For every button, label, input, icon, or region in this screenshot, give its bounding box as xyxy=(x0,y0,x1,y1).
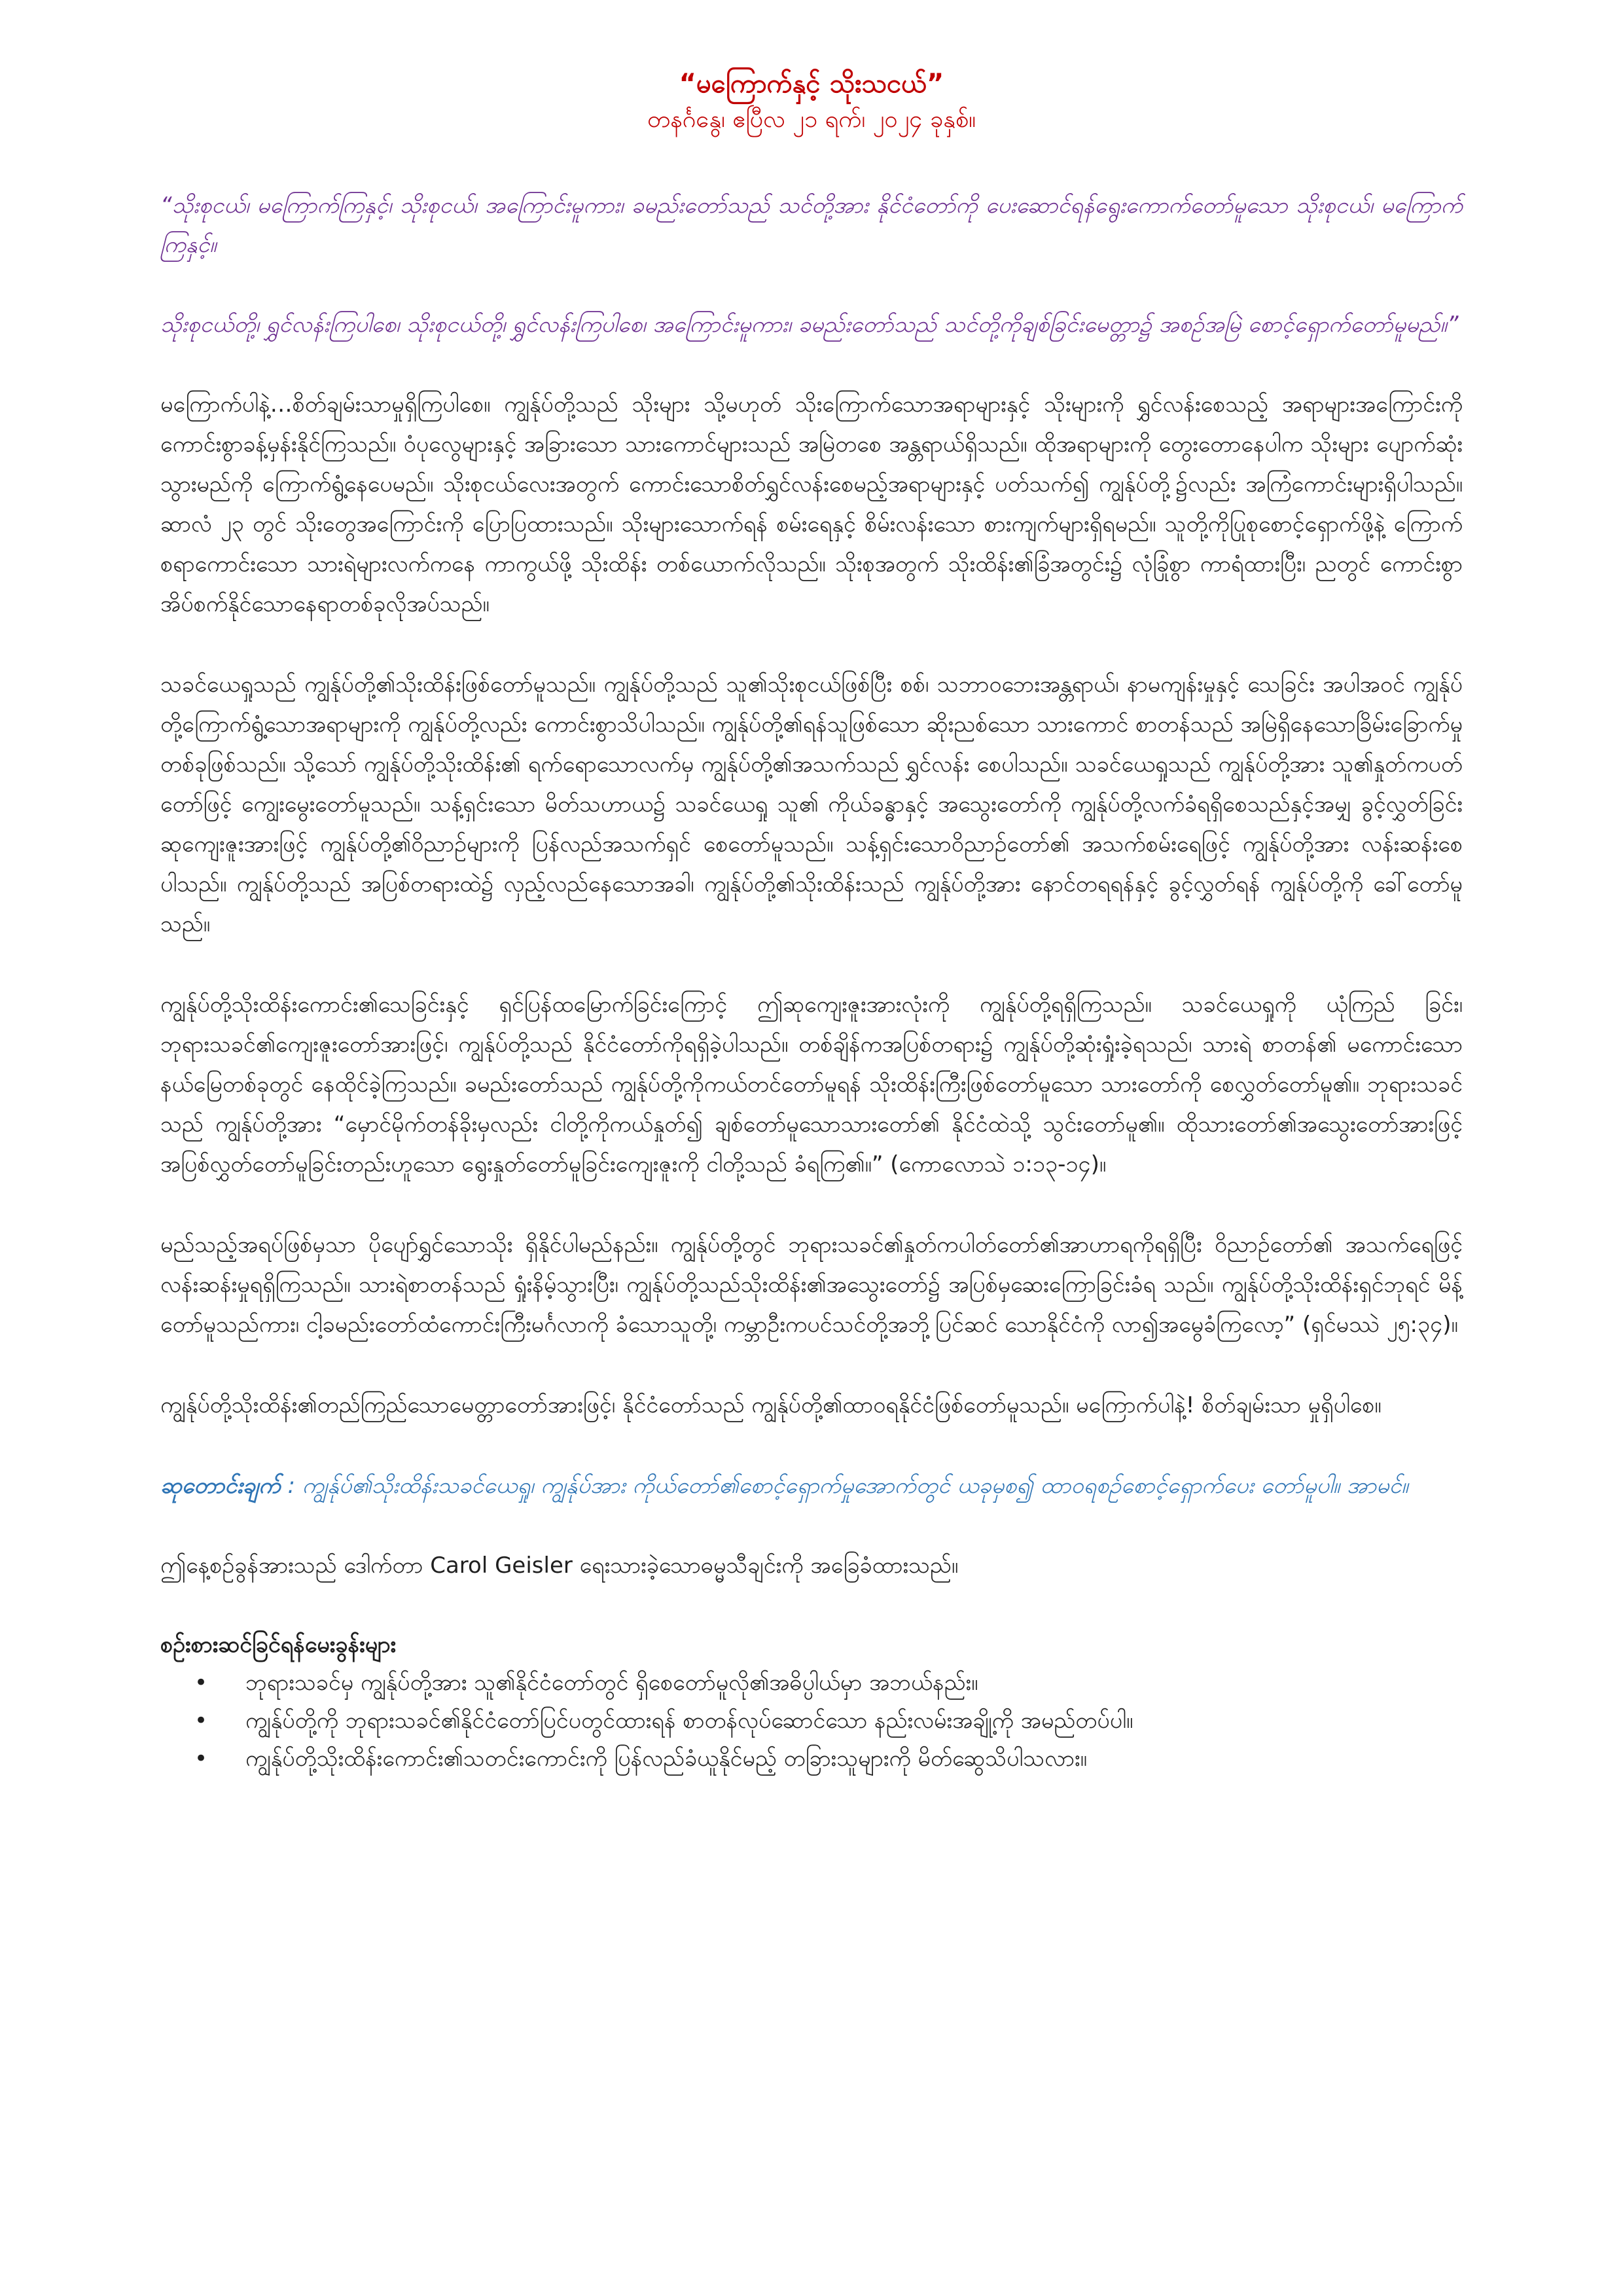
prayer-block xyxy=(160,1466,1463,1505)
questions-list xyxy=(160,1664,1463,1778)
devotional-title: “မကြောက်နှင့် သိုးသငယ်” xyxy=(679,69,944,99)
body-paragraph: မကြောက်ပါနဲ့…စိတ်ချမ်းသာမှုရှိကြပါစေ။ ကျွန်ုပ်တို့သည် သိုးများ သို့မဟုတ် သိုးကြောက်သောအရာများနှင့် သိုးများကို ရွှင်လန်းစေသည့် အရာများအကြောင်းကို ကောင်းစွာခန့်မှန်းနိုင်ကြသည်။ ဝံပုလွေများနှင့် အခြားသော သားကောင်များသည် အမြဲတစေ အန္တရာယ်ရှိသည်။ ထိုအရာများကို တွေးတောနေပါက သိုးများ ပျောက်ဆုံးသွားမည်ကို ကြောက်ရွံ့နေပေမည်။ သိုးစုငယ်လေးအတွက် ကောင်းသောစိတ်ရွှင်လန်းစေမည့်အရာများနှင့် ပတ်သက်၍ ကျွန်ုပ်တို့၌လည်း အကြံကောင်းများရှိပါသည်။ ဆာလံ ၂၃ တွင် သိုးတွေအကြောင်းကို ပြောပြထားသည်။ သိုးများသောက်ရန် စမ်းရေနှင့် စိမ်းလန်းသော စားကျက်များရှိရမည်။ သူတို့ကိုပြုစုစောင့်ရှောက်ဖို့နဲ့ ကြောက်စရာကောင်းသော သားရဲများလက်ကနေ ကာကွယ်ဖို့ သိုးထိန်း တစ်ယောက်လိုသည်။ သိုးစုအတွက် သိုးထိန်း၏ခြံအတွင်း၌ လုံခြုံစွာ ကာရံထားပြီး၊ ညတွင် ကောင်းစွာအိပ်စက်နိုင်သောနေရာတစ်ခုလိုအပ်သည်။ xyxy=(160,391,1463,617)
body-paragraph: မည်သည့်အရပ်ဖြစ်မှသာ ပိုပျော်ရွှင်သောသိုး ရှိနိုင်ပါမည်နည်း။ ကျွန်ုပ်တို့တွင် ဘုရားသခင်၏နှုတ်ကပါတ်တော်၏အာဟာရကိုရရှိပြီး ဝိညာဉ်တော်၏ အသက်ရေဖြင့် လန်းဆန်းမှုရရှိကြသည်။ သားရဲစာတန်သည် ရှုံးနိမ့်သွားပြီး၊ ကျွန်ုပ်တို့သည်သိုးထိန်း၏အသွေးတော်၌ အပြစ်မှဆေးကြောခြင်းခံရ သည်။ ကျွန်ုပ်တို့သိုးထိန်းရှင်ဘုရင် မိန့်တော်မူသည်ကား၊ ငါ့ခမည်းတော်ထံကောင်းကြီးမင်္ဂလာကို ခံသောသူတို့၊ ကမ္ဘာဦးကပင်သင်တို့အဘို့ပြင်ဆင် သောနိုင်ငံကို လာ၍အမွေခံကြလော့” (ရှင်မဿဲ ၂၅:၃၄)။ xyxy=(160,1232,1463,1338)
bullet-icon: • xyxy=(194,1708,208,1734)
question-text: ကျွန်ုပ်တို့သိုးထိန်းကောင်း၏သတင်းကောင်းကို ပြန်လည်ခံယူနိုင်မည့် တခြားသူများကို မိတ်ဆွေသိပါသလား။ xyxy=(245,1746,1087,1772)
prayer-text: ကျွန်ုပ်၏သိုးထိန်းသခင်ယေရှု၊ ကျွန်ုပ်အား ကိုယ်တော်၏စောင့်ရှောက်မှုအောက်တွင် ယခုမှစ၍ ထာဝရစဉ်စောင့်ရှောက်ပေး တော်မူပါ။ အာမင်။ xyxy=(302,1473,1408,1499)
body-paragraph: ကျွန်ုပ်တို့သိုးထိန်း၏တည်ကြည်သောမေတ္တာတော်အားဖြင့်၊ နိုင်ငံတော်သည် ကျွန်ုပ်တို့၏ထာဝရနိုင်ငံဖြစ်တော်မူသည်။ မကြောက်ပါနဲ့! စိတ်ချမ်းသာ မှုရှိပါစေ။ xyxy=(160,1392,1382,1418)
list-item xyxy=(160,1702,1463,1740)
scripture-verse: “သိုးစုငယ်၊ မကြောက်ကြနှင့်၊ သိုးစုငယ်၊ အကြောင်းမူကား၊ ခမည်းတော်သည် သင်တို့အား နိုင်ငံတော်ကို ပေးဆောင်ရန်ရွေးကောက်တော်မူသော သိုးစုငယ်၊ မကြောက်ကြနှင့်။ xyxy=(160,192,1463,258)
prayer-label: ဆုတောင်းချက် xyxy=(160,1473,281,1499)
bullet-icon: • xyxy=(194,1746,208,1772)
question-text: ဘုရားသခင်မှ ကျွန်ုပ်တို့အား သူ၏နိုင်ငံတော်တွင် ရှိစေတော်မူလို၏အဓိပ္ပါယ်မှာ အဘယ်နည်း။ xyxy=(245,1670,978,1696)
question-text: ကျွန်ုပ်တို့ကို ဘုရားသခင်၏နိုင်ငံတော်ပြင်ပတွင်ထားရန် စာတန်လုပ်ဆောင်သော နည်းလမ်းအချို့ကို အမည်တပ်ပါ။ xyxy=(245,1708,1133,1734)
devotional-date: တနင်္ဂနွေ၊ ဧပြီလ ၂၁ ရက်၊ ၂၀၂၄ ခုနှစ်။ xyxy=(647,106,976,133)
scripture-verse: သိုးစုငယ်တို့၊ ရွှင်လန်းကြပါစေ၊ သိုးစုငယ်တို့၊ ရွှင်လန်းကြပါစေ၊ အကြောင်းမူကား၊ ခမည်းတော်သည် သင်တို့ကိုချစ်ခြင်းမေတ္တာ၌ အစဉ်အမြဲ စောင့်ရှောက်တော်မူမည်။” xyxy=(160,312,1459,338)
bullet-icon: • xyxy=(194,1670,208,1696)
source-note: ဤနေ့စဉ်ခွန်အားသည် ဒေါက်တာ Carol Geisler ရေးသားခဲ့သောဓမ္မသီချင်းကို အခြေခံထားသည်။ xyxy=(160,1552,959,1579)
list-item xyxy=(160,1740,1463,1778)
list-item xyxy=(160,1664,1463,1702)
questions-heading: စဉ်းစားဆင်ခြင်ရန်မေးခွန်းများ xyxy=(160,1632,397,1658)
body-paragraph: ကျွန်ုပ်တို့သိုးထိန်းကောင်း၏သေခြင်းနှင့် ရှင်ပြန်ထမြောက်ခြင်းကြောင့် ဤဆုကျေးဇူးအားလုံးကို ကျွန်ုပ်တို့ရရှိကြသည်။ သခင်ယေရှုကို ယုံကြည် ခြင်း၊ ဘုရားသခင်၏ကျေးဇူးတော်အားဖြင့်၊ ကျွန်ုပ်တို့သည် နိုင်ငံတော်ကိုရရှိခဲ့ပါသည်။ တစ်ချိန်ကအပြစ်တရား၌ ကျွန်ုပ်တို့ဆုံးရှုံးခဲ့ရသည်၊ သားရဲ စာတန်၏ မကောင်းသောနယ်မြေတစ်ခုတွင် နေထိုင်ခဲ့ကြသည်။ ခမည်းတော်သည် ကျွန်ုပ်တို့ကိုကယ်တင်တော်မူရန် သိုးထိန်းကြီးဖြစ်တော်မူသော သားတော်ကို စေလွှတ်တော်မူ၏။ ဘုရားသခင်သည် ကျွန်ုပ်တို့အား “မှောင်မိုက်တန်ခိုးမှလည်း ငါတို့ကိုကယ်နှုတ်၍ ချစ်တော်မူသောသားတော်၏ နိုင်ငံထဲသို့ သွင်းတော်မူ၏။ ထိုသားတော်၏အသွေးတော်အားဖြင့် အပြစ်လွှတ်တော်မူခြင်းတည်းဟူသော ရွေးနှုတ်တော်မူခြင်းကျေးဇူးကို ငါတို့သည် ခံရကြ၏။” (ကောလောသဲ ၁:၁၃-၁၄)။ xyxy=(160,992,1463,1177)
body-paragraph: သခင်ယေရှုသည် ကျွန်ုပ်တို့၏သိုးထိန်းဖြစ်တော်မူသည်။ ကျွန်ုပ်တို့သည် သူ၏သိုးစုငယ်ဖြစ်ပြီး စစ်၊ သဘာဝဘေးအန္တရာယ်၊ နာမကျန်းမှုနှင့် သေခြင်း အပါအဝင် ကျွန်ုပ်တို့ကြောက်ရွံ့သောအရာများကို ကျွန်ုပ်တို့လည်း ကောင်းစွာသိပါသည်။ ကျွန်ုပ်တို့၏ရန်သူဖြစ်သော ဆိုးညစ်သော သားကောင် စာတန်သည် အမြဲရှိနေသောခြိမ်းခြောက်မှုတစ်ခုဖြစ်သည်။ သို့သော် ကျွန်ုပ်တို့သိုးထိန်း၏ ရက်ရောသောလက်မှ ကျွန်ုပ်တို့၏အသက်သည် ရွှင်လန်း စေပါသည်။ သခင်ယေရှုသည် ကျွန်ုပ်တို့အား သူ၏နှုတ်ကပတ်တော်ဖြင့် ကျွေးမွေးတော်မူသည်။ သန့်ရှင်းသော မိတ်သဟာယ၌ သခင်ယေရှု သူ၏ ကိုယ်ခန္ဓာနှင့် အသွေးတော်ကို ကျွန်ုပ်တို့လက်ခံရရှိစေသည်နှင့်အမျှ ခွင့်လွှတ်ခြင်းဆုကျေးဇူးအားဖြင့် ကျွန်ုပ်တို့၏ဝိညာဉ်များကို ပြန်လည်အသက်ရှင် စေတော်မူသည်။ သန့်ရှင်းသောဝိညာဉ်တော်၏ အသက်စမ်းရေဖြင့် ကျွန်ုပ်တို့အား လန်းဆန်းစေပါသည်။ ကျွန်ုပ်တို့သည် အပြစ်တရားထဲ၌ လှည့်လည်နေသောအခါ၊ ကျွန်ုပ်တို့၏သိုးထိန်းသည် ကျွန်ုပ်တို့အား နောင်တရရန်နှင့် ခွင့်လွှတ်ရန် ကျွန်ုပ်တို့ကို ခေါ်တော်မူသည်။ xyxy=(160,672,1463,937)
prayer-separator: : xyxy=(280,1473,302,1499)
